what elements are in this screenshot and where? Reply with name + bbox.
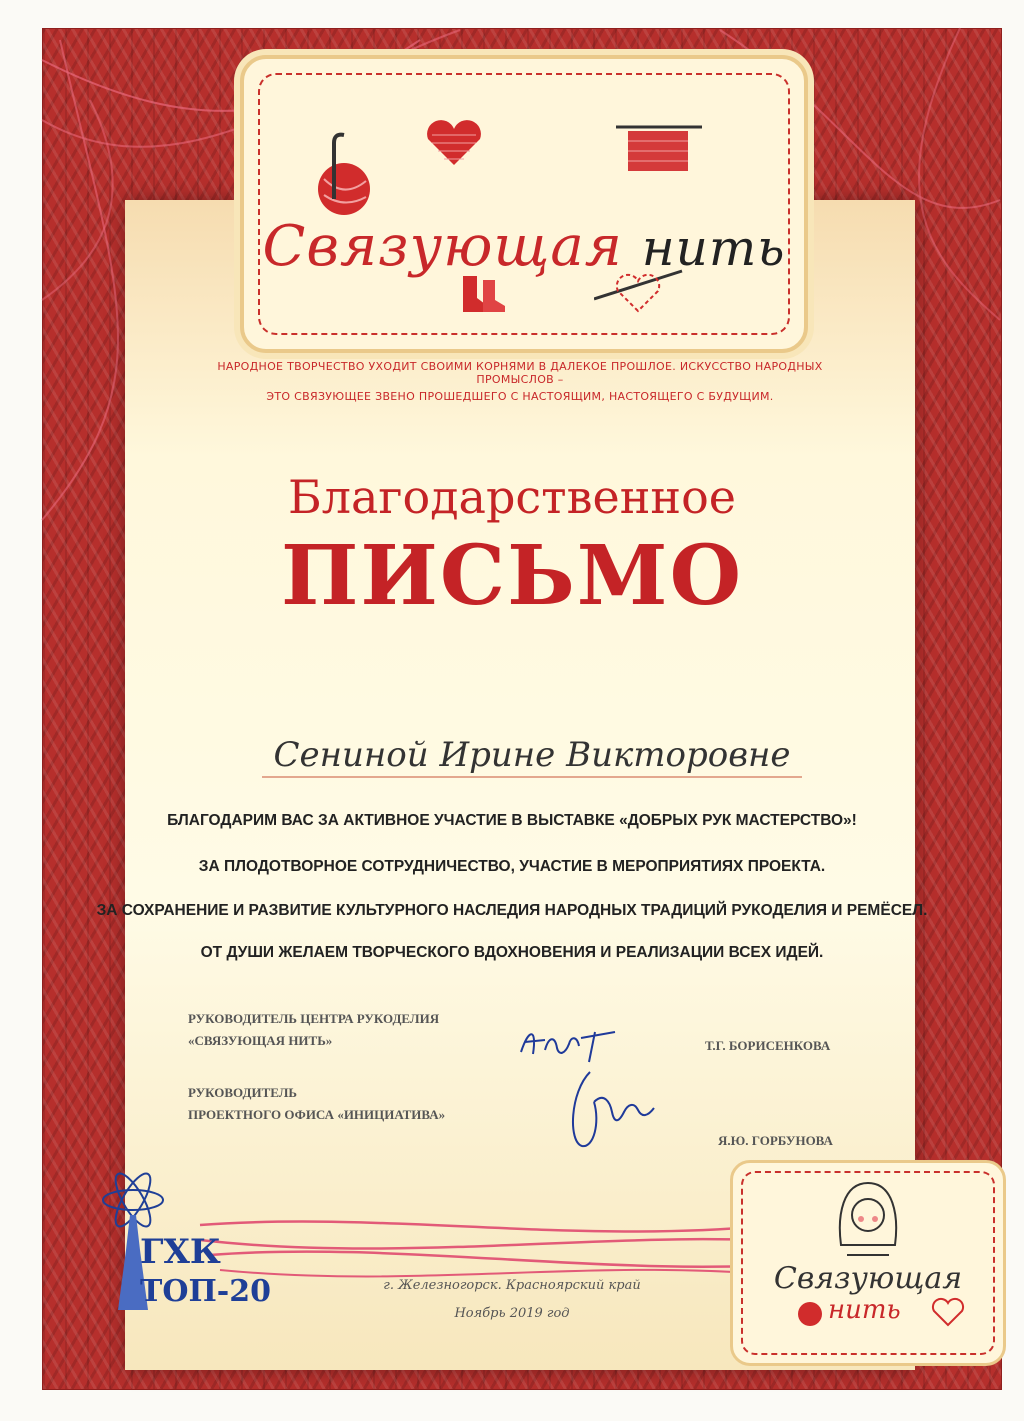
brand-yarn-ball-icon xyxy=(795,1299,825,1329)
gxk-logo-line-2: ТОП-20 xyxy=(140,1274,271,1309)
knitting-needles-icon xyxy=(614,119,704,179)
signatory-name-2: Я.Ю. ГОРБУНОВА xyxy=(718,1133,833,1148)
signatory-name-1: Т.Г. БОРИСЕНКОВА xyxy=(705,1038,831,1053)
logo-title-main: Связующая xyxy=(262,214,623,279)
signatory-title-1-line-2: «СВЯЗУЮЩАЯ НИТЬ» xyxy=(188,1033,333,1048)
recipient-underline xyxy=(262,776,802,778)
signature-2 xyxy=(560,1062,660,1152)
gxk-logo-line-1: ГХК xyxy=(140,1232,221,1272)
signature-1 xyxy=(515,1018,625,1068)
logo-title xyxy=(244,214,804,279)
footer-date: Ноябрь 2019 год xyxy=(454,1306,570,1321)
body-line-1: БЛАГОДАРИМ ВАС ЗА АКТИВНОЕ УЧАСТИЕ В ВЫСТАВКЕ «ДОБРЫХ РУК МАСТЕРСТВО»! xyxy=(167,812,857,829)
signatory-title-1-line-1: РУКОВОДИТЕЛЬ ЦЕНТРА РУКОДЕЛИЯ xyxy=(188,1011,440,1026)
header-logo-panel xyxy=(240,55,808,353)
document-heading: Благодарственное xyxy=(287,470,736,524)
felt-boots-icon xyxy=(459,274,509,314)
body-line-3: ЗА СОХРАНЕНИЕ И РАЗВИТИЕ КУЛЬТУРНОГО НАСЛЕДИЯ НАРОДНЫХ ТРАДИЦИЙ РУКОДЕЛИЯ И РЕМЁСЕЛ. xyxy=(96,902,928,919)
signatory-title-2-line-2: ПРОЕКТНОГО ОФИСА «ИНИЦИАТИВА» xyxy=(188,1107,446,1122)
signatory-title-2 xyxy=(188,1082,445,1126)
tagline-line-1: НАРОДНОЕ ТВОРЧЕСТВО УХОДИТ СВОИМИ КОРНЯМИ В ДАЛЕКОЕ ПРОШЛОЕ. ИСКУССТВО НАРОДНЫХ ПРОМЫСЛОВ – xyxy=(217,360,823,386)
brand-logo-subtitle: нить xyxy=(828,1295,901,1325)
recipient-name: Сениной Ирине Викторовне xyxy=(273,735,791,775)
footer-place: г. Железногорск. Красноярский край xyxy=(383,1278,641,1293)
yarn-ball-hook-icon xyxy=(294,129,384,219)
signatory-title-2-line-1: РУКОВОДИТЕЛЬ xyxy=(188,1085,298,1100)
brand-heart-icon xyxy=(931,1297,965,1327)
brand-logo-panel xyxy=(730,1160,1006,1366)
body-line-4: ОТ ДУШИ ЖЕЛАЕМ ТВОРЧЕСКОГО ВДОХНОВЕНИЯ И РЕАЛИЗАЦИИ ВСЕХ ИДЕЙ. xyxy=(200,944,824,961)
logo-title-accent: нить xyxy=(641,219,786,277)
signatory-title-1 xyxy=(188,1008,439,1052)
woman-knitting-icon xyxy=(823,1175,913,1265)
body-line-2: ЗА ПЛОДОТВОРНОЕ СОТРУДНИЧЕСТВО, УЧАСТИЕ В МЕРОПРИЯТИЯХ ПРОЕКТА. xyxy=(198,858,826,875)
cross-stitch-heart-icon xyxy=(424,119,484,169)
document-heading-type: ПИСЬМО xyxy=(280,528,744,624)
brand-logo-title: Связующая xyxy=(773,1261,963,1296)
tagline-line-2: ЭТО СВЯЗУЮЩЕЕ ЗВЕНО ПРОШЕДШЕГО С НАСТОЯЩИМ, НАСТОЯЩЕГО С БУДУЩИМ. xyxy=(266,390,774,403)
